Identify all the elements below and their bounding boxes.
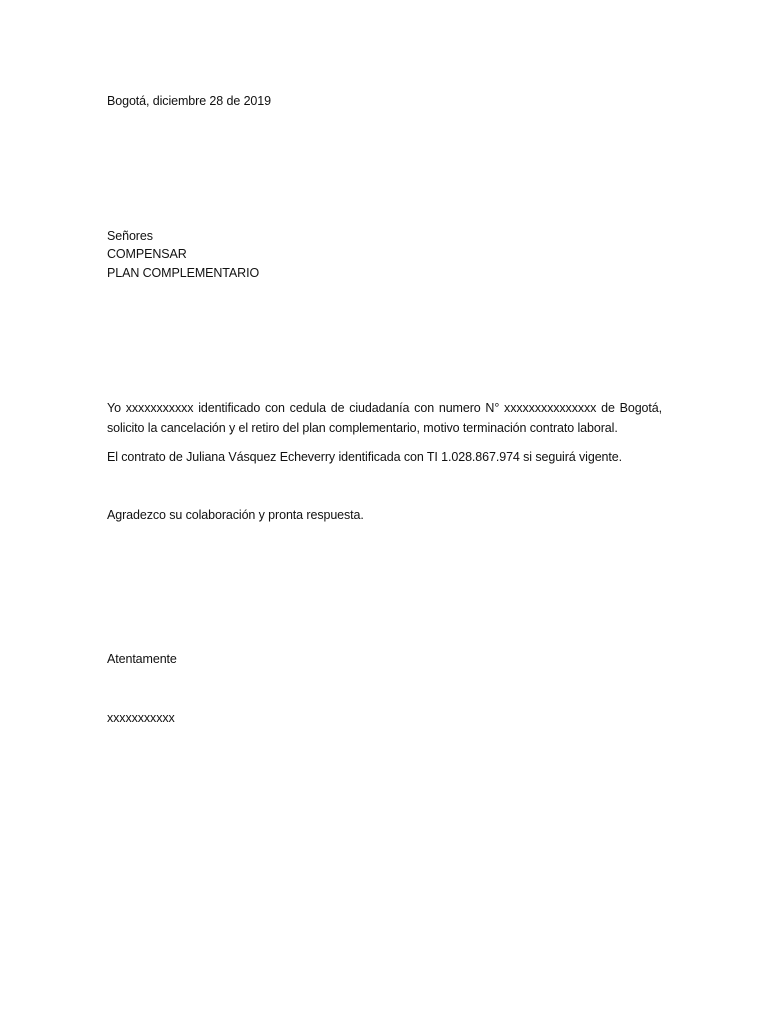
recipient-company: COMPENSAR (107, 247, 187, 261)
letter-body-line-3: El contrato de Juliana Vásquez Echeverry identificada con TI 1.028.867.974 si seguirá vigente. (107, 450, 623, 464)
letter-signature: xxxxxxxxxxx (107, 711, 175, 725)
letter-thanks: Agradezco su colaboración y pronta respuesta. (107, 508, 364, 522)
letter-place-date: Bogotá, diciembre 28 de 2019 (107, 94, 271, 108)
letter-body-line-1: Yo xxxxxxxxxxx identificado con cedula de ciudadanía con numero N° xxxxxxxxxxxxxxx de Bogotá, (107, 401, 662, 415)
recipient-salutation: Señores (107, 229, 153, 243)
letter-closing: Atentamente (107, 652, 177, 666)
recipient-department: PLAN COMPLEMENTARIO (107, 266, 260, 280)
letter-body-line-2: solicito la cancelación y el retiro del plan complementario, motivo terminación contrato laboral. (107, 421, 618, 435)
